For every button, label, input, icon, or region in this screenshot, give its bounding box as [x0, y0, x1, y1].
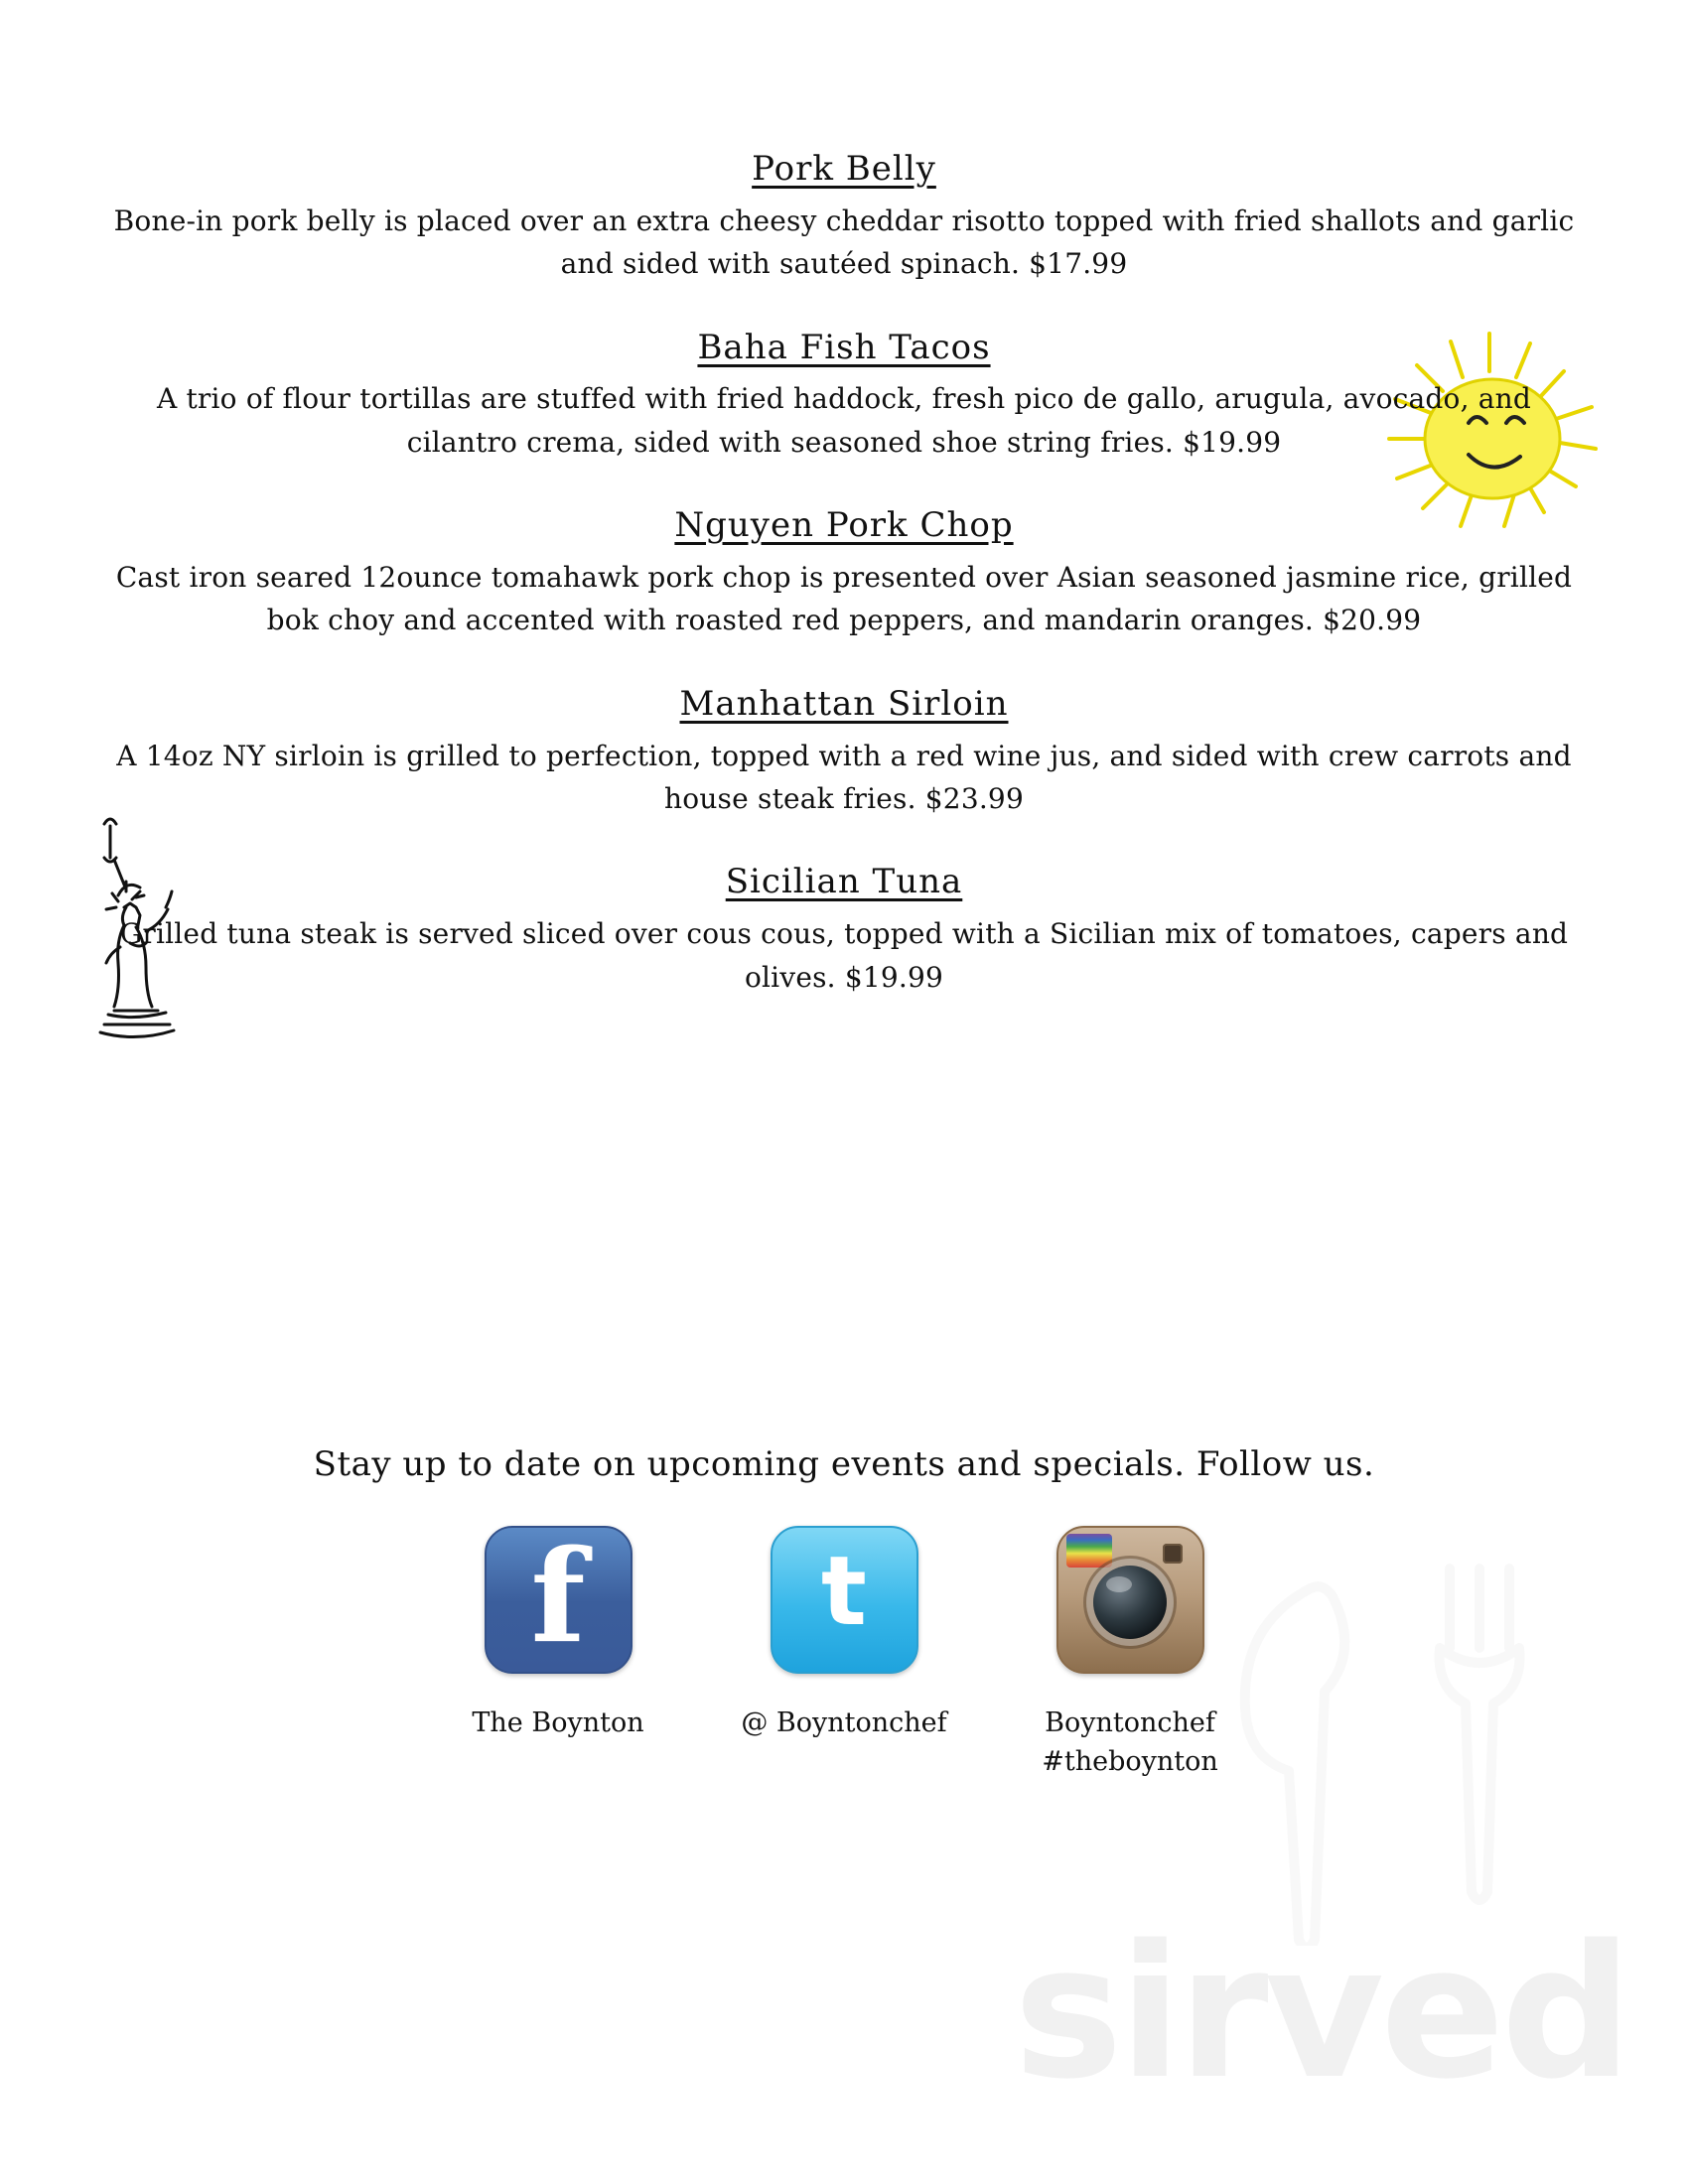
social-link-facebook[interactable]: [434, 1523, 682, 1742]
instagram-handle: [1006, 1704, 1254, 1781]
menu-item: [0, 328, 1688, 465]
social-link-twitter[interactable]: [720, 1526, 968, 1742]
facebook-glyph: f: [530, 1523, 586, 1672]
instagram-rainbow-stripe: [1066, 1534, 1112, 1568]
follow-us-heading: Stay up to date on upcoming events and specials. Follow us.: [313, 1444, 1375, 1484]
follow-us-section: [0, 1444, 1688, 1781]
instagram-flash: [1163, 1544, 1183, 1564]
menu-item-description: Cast iron seared 12ounce tomahawk pork chop is presented over Asian seasoned jasmine rice, grilled bok choy and accented with roasted red peppers, and mandarin oranges. $20.99: [115, 560, 1573, 637]
social-link-instagram[interactable]: [1006, 1526, 1254, 1781]
menu-item-description: Bone-in pork belly is placed over an extra cheesy cheddar risotto topped with fried shallots and garlic and sided with sautéed spinach. $17.99: [113, 204, 1575, 281]
menu-item-name: Manhattan Sirloin: [679, 683, 1009, 724]
menu-item: [0, 505, 1688, 642]
twitter-icon[interactable]: [771, 1526, 918, 1674]
menu-item: [0, 862, 1688, 999]
facebook-handle: The Boynton: [472, 1707, 644, 1738]
menu-item: [0, 149, 1688, 286]
menu-item-description: A 14oz NY sirloin is grilled to perfection, topped with a red wine jus, and sided with crew carrots and house steak fries. $23.99: [116, 739, 1572, 815]
instagram-handle-line1: Boyntonchef: [1045, 1707, 1215, 1738]
menu-item-name: Sicilian Tuna: [725, 862, 963, 902]
menu-item-name: Nguyen Pork Chop: [674, 505, 1014, 546]
twitter-glyph: t: [821, 1536, 867, 1647]
instagram-hashtag: #theboynton: [1042, 1746, 1218, 1778]
menu-item-name: Pork Belly: [752, 149, 936, 189]
menu-item-description: Grilled tuna steak is served sliced over cous cous, topped with a Sicilian mix of tomatoes, capers and olives. $19.99: [119, 917, 1569, 994]
twitter-handle: @ Boyntonchef: [741, 1707, 947, 1738]
menu-item-description: A trio of flour tortillas are stuffed with fried haddock, fresh pico de gallo, arugula, avocado, and cilantro crema, sided with seasoned shoe string fries. $19.99: [156, 382, 1532, 459]
instagram-icon[interactable]: [1056, 1526, 1204, 1674]
menu-item-name: Baha Fish Tacos: [697, 327, 991, 367]
menu-item: [0, 684, 1688, 821]
facebook-icon[interactable]: [485, 1523, 633, 1674]
sirved-watermark: sirved: [1013, 1905, 1628, 2119]
instagram-lens: [1093, 1566, 1167, 1639]
social-links: [0, 1523, 1688, 1781]
menu-items: [0, 149, 1688, 1040]
